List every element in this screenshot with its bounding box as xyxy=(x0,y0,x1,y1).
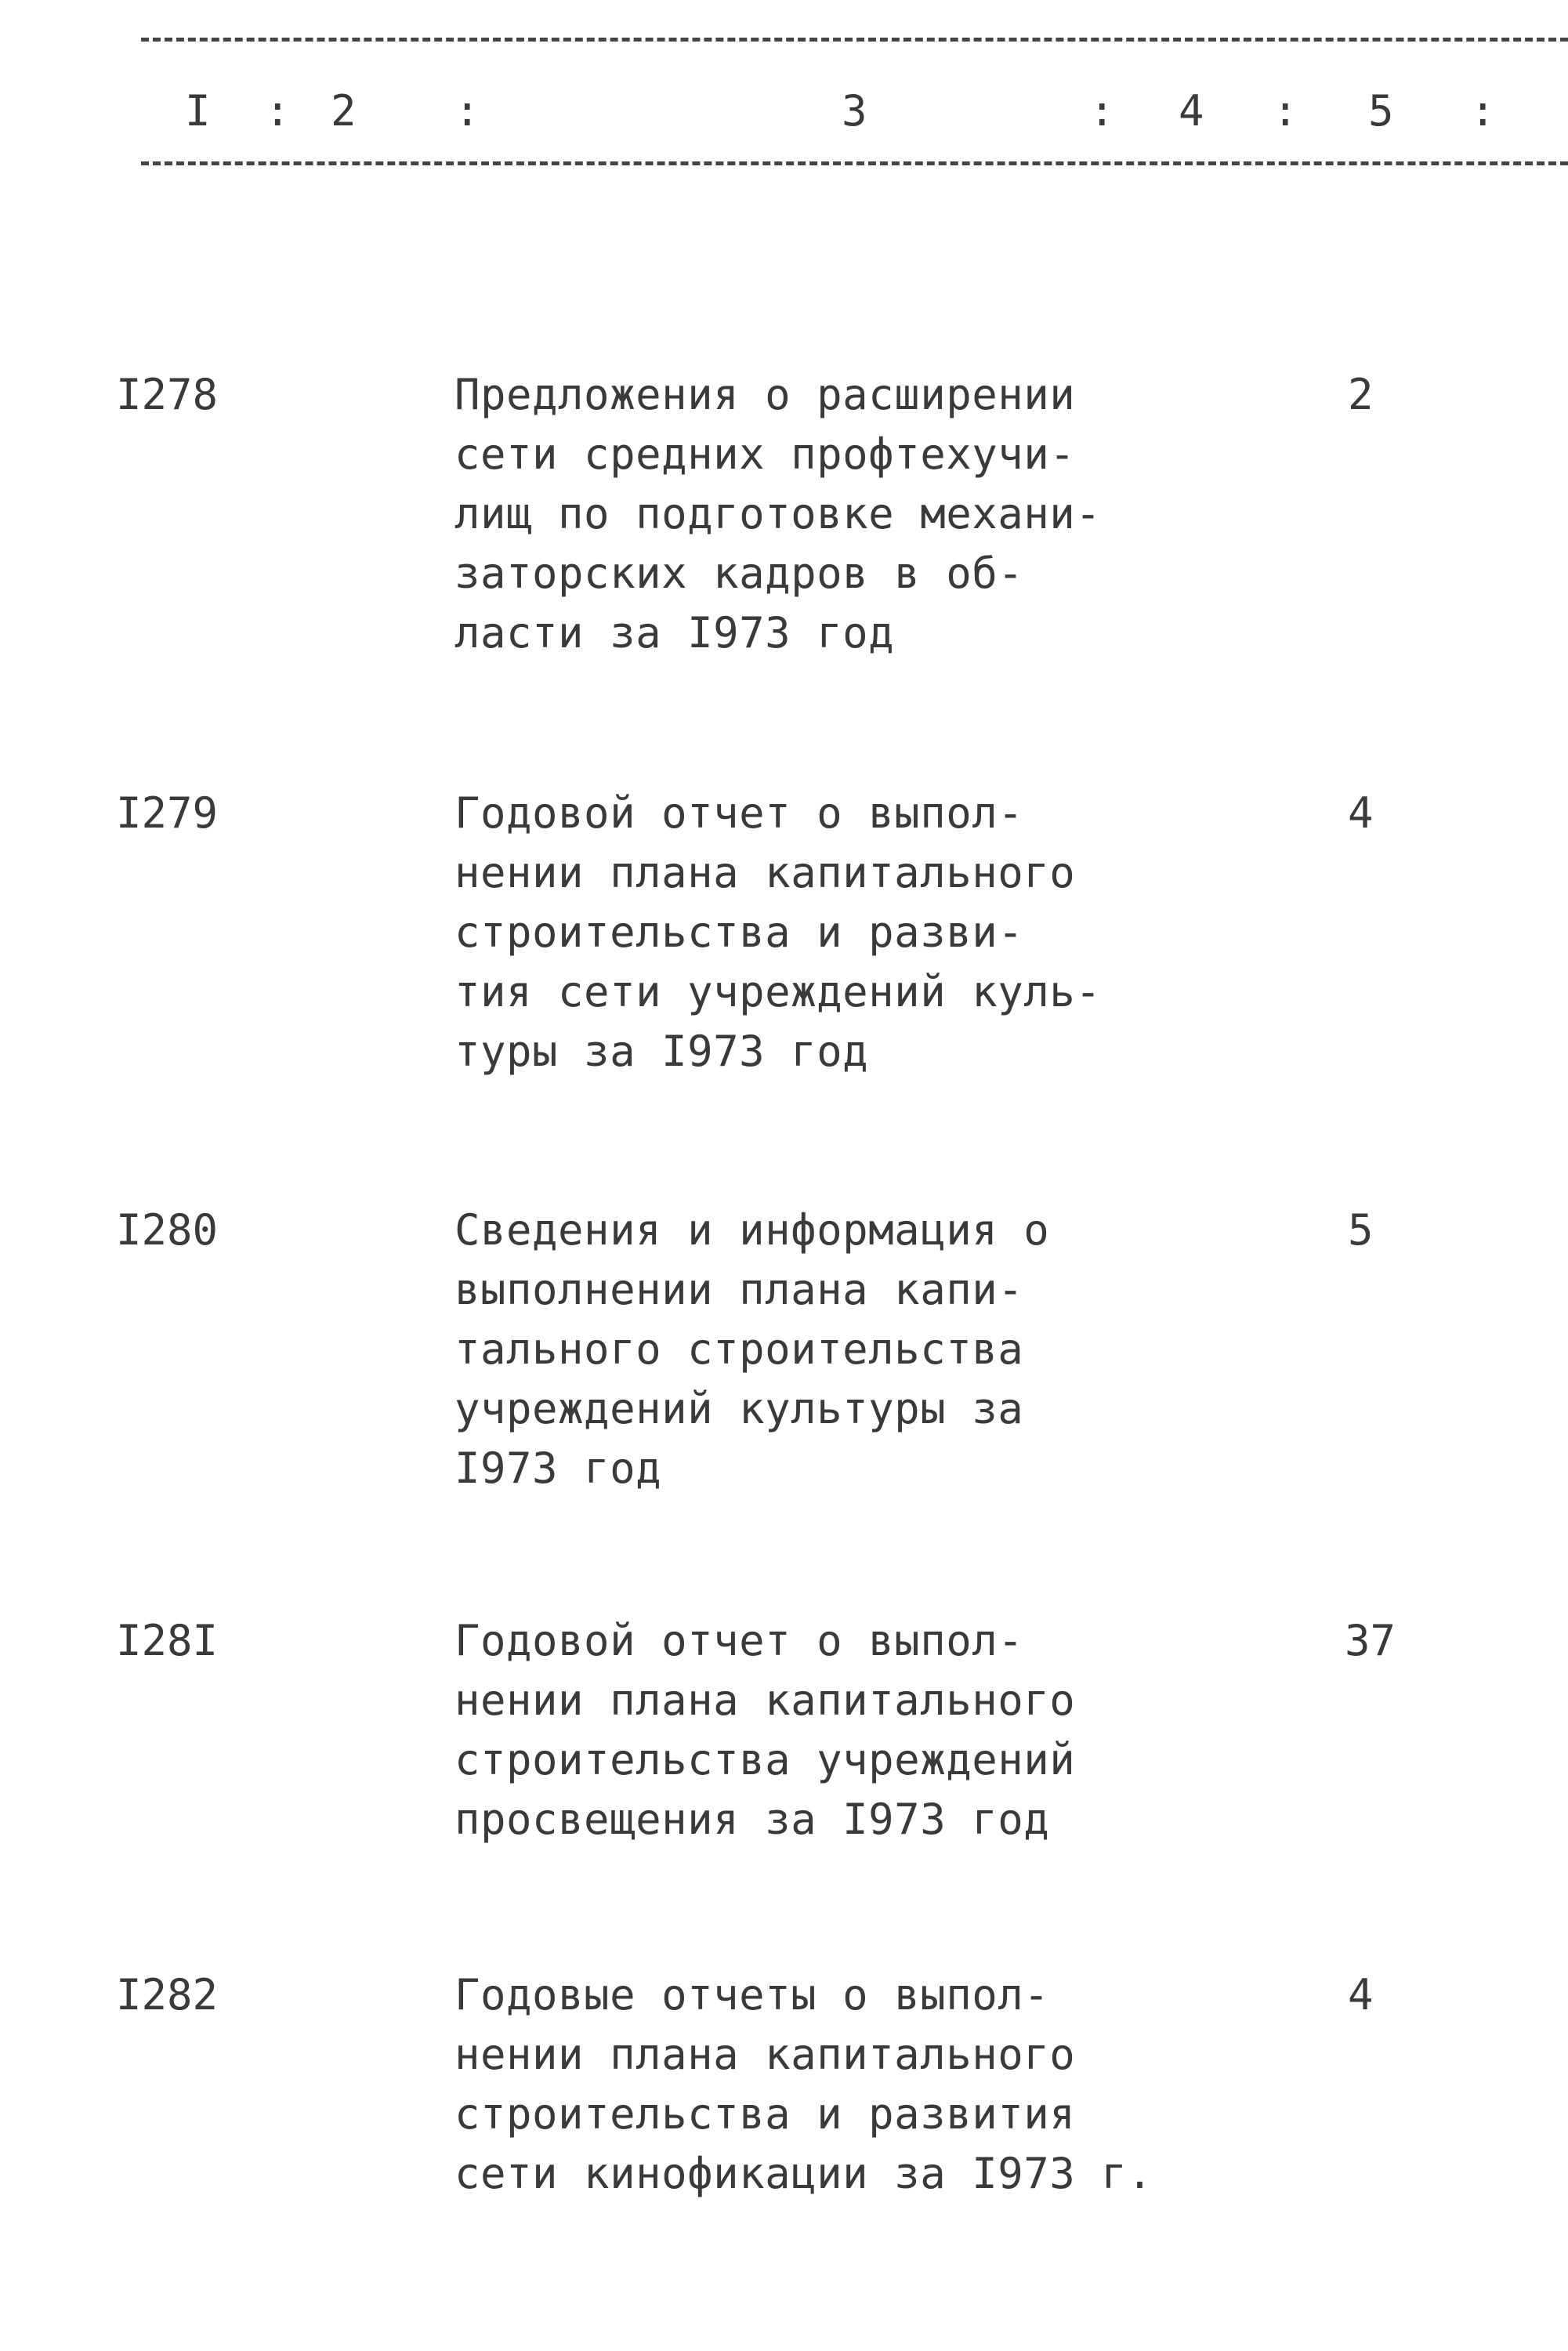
header-separator-1: : xyxy=(265,86,291,136)
record-number: I278 xyxy=(116,370,219,419)
record-sheet-count: 4 xyxy=(1348,788,1374,838)
record-sheet-count: 37 xyxy=(1345,1616,1396,1665)
header-col-2: 2 xyxy=(331,86,357,136)
record-title: Годовой отчет о выпол- нении плана капитального строительства и разви- тия сети учреждений куль- туры за I973 год xyxy=(454,788,1102,1076)
header-col-3: 3 xyxy=(842,86,867,136)
record-number: I282 xyxy=(116,1970,219,2020)
record-sheet-count: 5 xyxy=(1348,1205,1374,1255)
record-title: Предложения о расширении сети средних профтехучи- лищ по подготовке механи- заторских кадров в об- ласти за I973 год xyxy=(454,370,1102,657)
record-title: Годовой отчет о выпол- нении плана капитального строительства учреждений просвещения за I973 год xyxy=(454,1616,1076,1844)
record-title: Годовые отчеты о выпол- нении плана капитального строительства и развития сети кинофикации за I973 г. xyxy=(454,1970,1153,2198)
header-top-rule xyxy=(141,38,1568,42)
header-col-1: I xyxy=(185,86,211,136)
record-number: I28I xyxy=(116,1616,219,1665)
record-sheet-count: 4 xyxy=(1348,1970,1374,2020)
header-separator-5: : xyxy=(1470,86,1496,136)
record-number: I280 xyxy=(116,1205,219,1255)
column-header xyxy=(0,0,1568,188)
header-col-5: 5 xyxy=(1368,86,1394,136)
header-bottom-rule xyxy=(141,161,1568,165)
header-separator-4: : xyxy=(1273,86,1298,136)
header-col-4: 4 xyxy=(1179,86,1204,136)
record-sheet-count: 2 xyxy=(1348,370,1374,419)
record-title: Сведения и информация о выполнении плана капи- тального строительства учреждений культуры за I973 год xyxy=(454,1205,1050,1493)
record-number: I279 xyxy=(116,788,219,838)
header-separator-2: : xyxy=(454,86,480,136)
header-separator-3: : xyxy=(1089,86,1115,136)
